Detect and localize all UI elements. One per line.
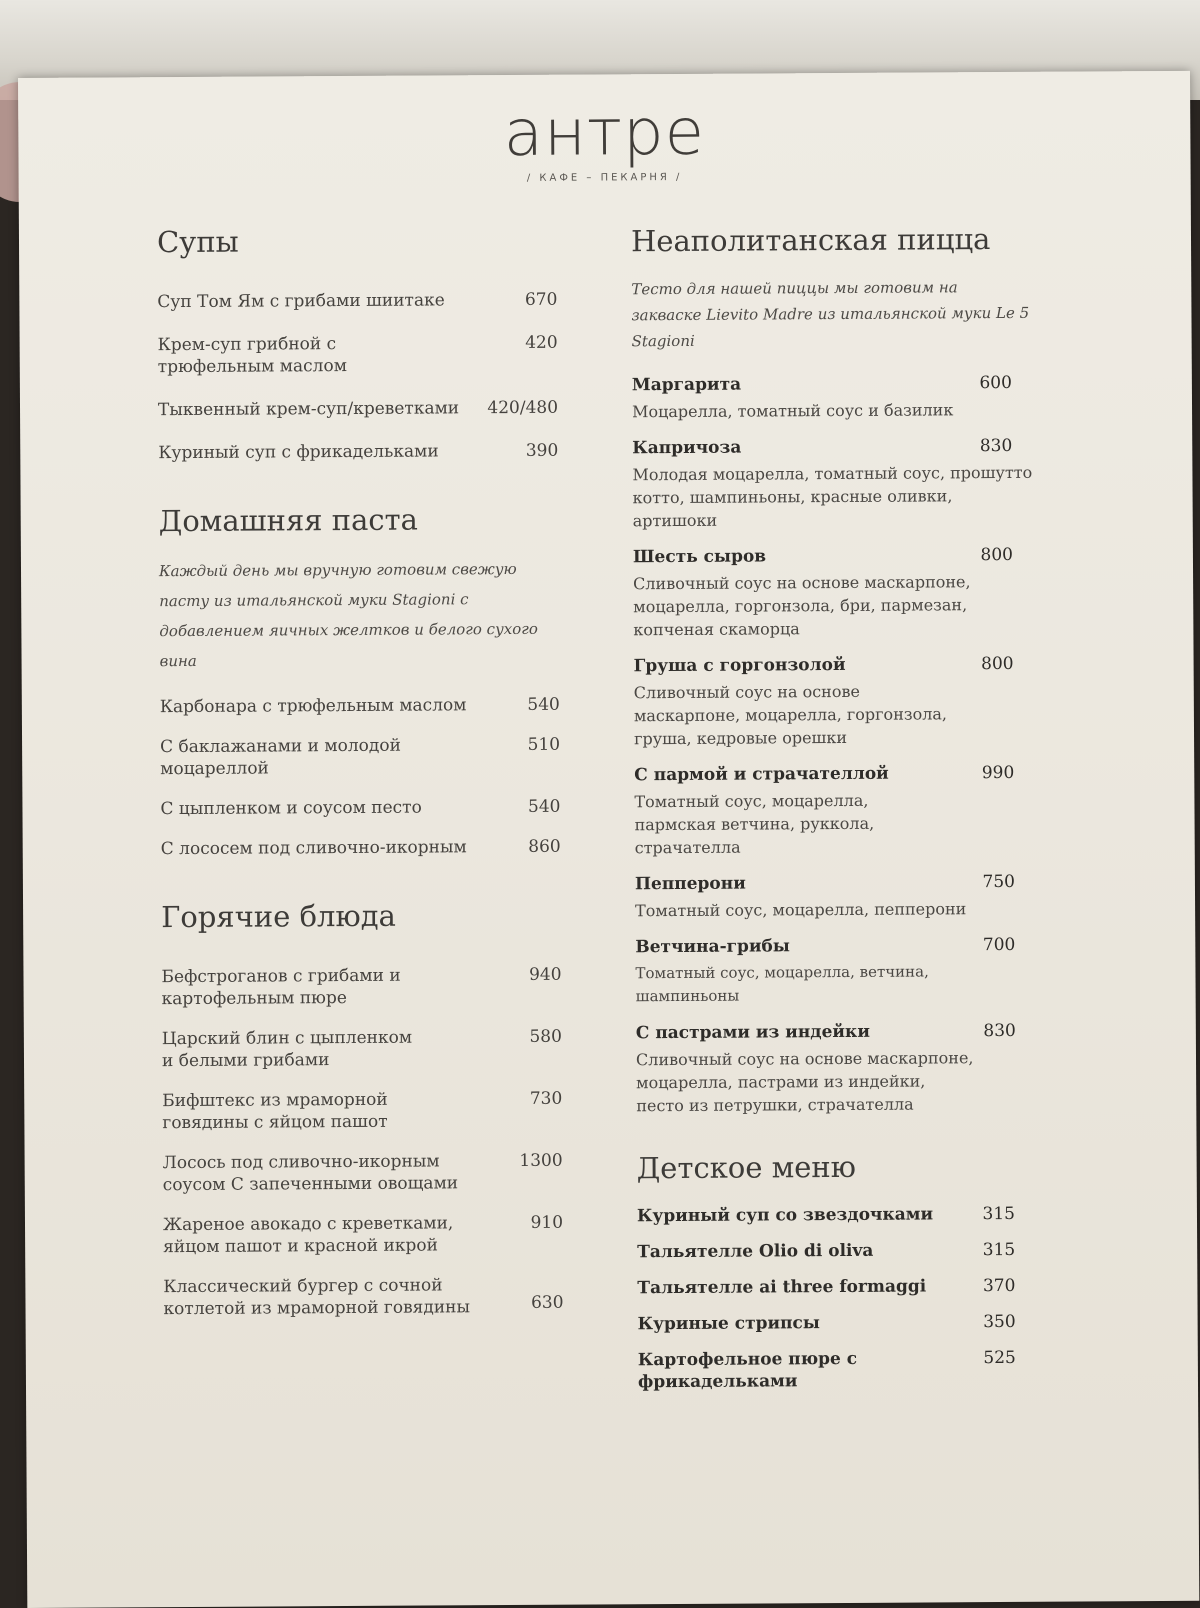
- item-description: Моцарелла, томатный соус и базилик: [631, 400, 954, 422]
- menu-item: [637, 1203, 1037, 1227]
- item-price: 830: [979, 435, 1013, 457]
- item-price: 510: [527, 734, 561, 755]
- item-price: 420: [525, 332, 558, 353]
- item-price: 830: [983, 1020, 1016, 1042]
- menu-item: [162, 1026, 562, 1072]
- item-price: 525: [983, 1347, 1016, 1369]
- pizza-item: [632, 435, 1033, 532]
- item-name: Жареное авокадо с креветками, яйцом пашот и красной икрой: [162, 1213, 454, 1258]
- pizza-item: [634, 653, 1035, 750]
- menu-item: [161, 836, 561, 860]
- item-price: 1300: [519, 1150, 563, 1171]
- item-price: 420/480: [487, 397, 559, 419]
- item-price: 800: [980, 544, 1013, 566]
- cafe-tagline: / КАФЕ – ПЕКАРНЯ /: [526, 171, 683, 184]
- section-note-pasta: Каждый день мы вручную готовим свежую пасту из итальянской муки Stagioni с добавлением яичных желтков и белого сухого вина: [158, 559, 538, 671]
- item-price: 370: [982, 1275, 1016, 1297]
- section-note-pizza: Тесто для нашей пиццы мы готовим на закваске Lievito Madre из итальянской муки Le 5 Stagioni: [631, 278, 1030, 351]
- menu-item: [638, 1347, 1038, 1393]
- item-name: С пармой и страчателлой: [634, 763, 889, 786]
- item-description: Сливочный соус на основе маскарпоне, моцарелла, горгонзола, бри, пармезан, копченая скаморца: [633, 572, 971, 640]
- item-description: Молодая моцарелла, томатный соус, прошутто котто, шампиньоны, красные оливки, артишоки: [632, 462, 1033, 531]
- item-price: 750: [982, 871, 1015, 893]
- pizza-item: [636, 1020, 1037, 1117]
- menu-item: [638, 1311, 1038, 1335]
- section-title-pasta: Домашняя паста: [158, 502, 418, 539]
- menu-page: [18, 71, 1199, 1608]
- menu-item: [637, 1275, 1037, 1299]
- item-name: Куриный суп с фрикадельками: [158, 441, 439, 464]
- section-title-soups: Супы: [156, 224, 239, 260]
- item-name: Лосось под сливочно-икорным соусом С запеченными овощами: [162, 1151, 459, 1196]
- item-description: Томатный соус, моцарелла, ветчина, шампиньоны: [635, 962, 929, 1006]
- item-name: Классический бургер с сочной котлетой из мраморной говядины: [163, 1275, 471, 1320]
- item-price: 540: [527, 694, 560, 715]
- item-name: С пастрами из индейки: [635, 1021, 870, 1044]
- item-description: Томатный соус, моцарелла, пармская ветчина, руккола, страчателла: [634, 790, 875, 858]
- item-name: С лососем под сливочно-икорным: [160, 837, 467, 860]
- menu-item: [158, 397, 558, 421]
- item-price: 800: [981, 653, 1014, 675]
- section-kids-menu: [637, 1149, 1038, 1393]
- item-name: Крем-суп грибной с трюфельным маслом: [157, 334, 347, 378]
- item-price: 630: [530, 1292, 564, 1313]
- item-name: Бифштекс из мраморной говядины с яйцом пашот: [162, 1089, 388, 1134]
- menu-item: [161, 964, 561, 1010]
- item-name: С баклажанами и молодой моцареллой: [160, 735, 401, 780]
- section-pasta: [159, 502, 561, 860]
- item-name: Тальятелле Olio di oliva: [637, 1240, 874, 1263]
- left-column: [157, 223, 564, 1338]
- item-price: 390: [525, 440, 559, 461]
- item-name: Суп Том Ям с грибами шиитаке: [157, 290, 445, 313]
- item-name: Карбонара с трюфельным маслом: [159, 695, 467, 718]
- item-name: Тыквенный крем-суп/креветками: [157, 398, 460, 421]
- section-soups: [157, 223, 558, 464]
- item-price: 315: [982, 1239, 1016, 1261]
- section-pizza: [631, 222, 1036, 1117]
- pizza-item: [635, 871, 1035, 922]
- section-title-pizza: Неаполитанская пицца: [630, 222, 991, 259]
- section-hot-dishes: [161, 898, 564, 1320]
- item-price: 600: [979, 372, 1012, 394]
- item-name: Бефстроганов с грибами и картофельным пюре: [161, 965, 401, 1010]
- item-name: Пепперони: [634, 873, 746, 895]
- item-name: Куриные стрипсы: [637, 1313, 820, 1335]
- item-price: 990: [981, 762, 1015, 784]
- pizza-item: [635, 934, 1035, 1008]
- menu-item: [160, 734, 560, 780]
- menu-item: [637, 1239, 1037, 1263]
- item-name: Маргарита: [631, 374, 742, 396]
- cafe-logo: антре: [503, 95, 706, 172]
- item-name: Ветчина-грибы: [635, 936, 790, 958]
- menu-item: [157, 289, 557, 313]
- item-name: Картофельное пюре с фрикадельками: [637, 1348, 858, 1393]
- menu-item: [158, 332, 558, 378]
- item-description: Томатный соус, моцарелла, пепперони: [635, 899, 967, 921]
- pizza-item: [632, 372, 1032, 423]
- item-description: Сливочный соус на основе маскарпоне, моцарелла, горгонзола, груша, кедровые орешки: [633, 681, 948, 749]
- item-price: 730: [529, 1088, 563, 1109]
- item-price: 350: [983, 1311, 1016, 1333]
- item-price: 670: [524, 289, 558, 310]
- item-price: 315: [982, 1203, 1016, 1225]
- item-name: Куриный суп со звездочками: [636, 1204, 934, 1227]
- menu-item: [163, 1150, 563, 1196]
- item-name: Тальятелле ai three formaggi: [637, 1276, 927, 1299]
- menu-item: [162, 1088, 562, 1134]
- item-name: Капричоза: [632, 437, 742, 459]
- item-price: 860: [528, 836, 561, 857]
- pizza-item: [634, 762, 1035, 859]
- item-name: С цыпленком и соусом песто: [160, 797, 422, 820]
- section-title-kids-menu: Детское меню: [636, 1149, 857, 1186]
- pizza-item: [633, 544, 1034, 641]
- menu-item: [163, 1212, 563, 1258]
- item-name: Шесть сыров: [632, 546, 767, 568]
- item-price: 540: [527, 796, 561, 817]
- item-price: 700: [982, 934, 1016, 956]
- menu-item: [160, 694, 560, 718]
- item-price: 910: [530, 1212, 564, 1233]
- menu-item: [163, 1274, 563, 1320]
- menu-item: [158, 440, 558, 464]
- right-column: [631, 222, 1038, 1407]
- item-name: Царский блин с цыпленком и белыми грибами: [161, 1027, 413, 1072]
- section-title-hot-dishes: Горячие блюда: [161, 898, 396, 935]
- item-price: 580: [529, 1026, 562, 1047]
- item-name: Груша с горгонзолой: [633, 654, 846, 677]
- menu-item: [160, 796, 560, 820]
- item-price: 940: [528, 964, 562, 985]
- item-description: Сливочный соус на основе маскарпоне, моцарелла, пастрами из индейки, песто из петрушки, страчателла: [635, 1048, 974, 1116]
